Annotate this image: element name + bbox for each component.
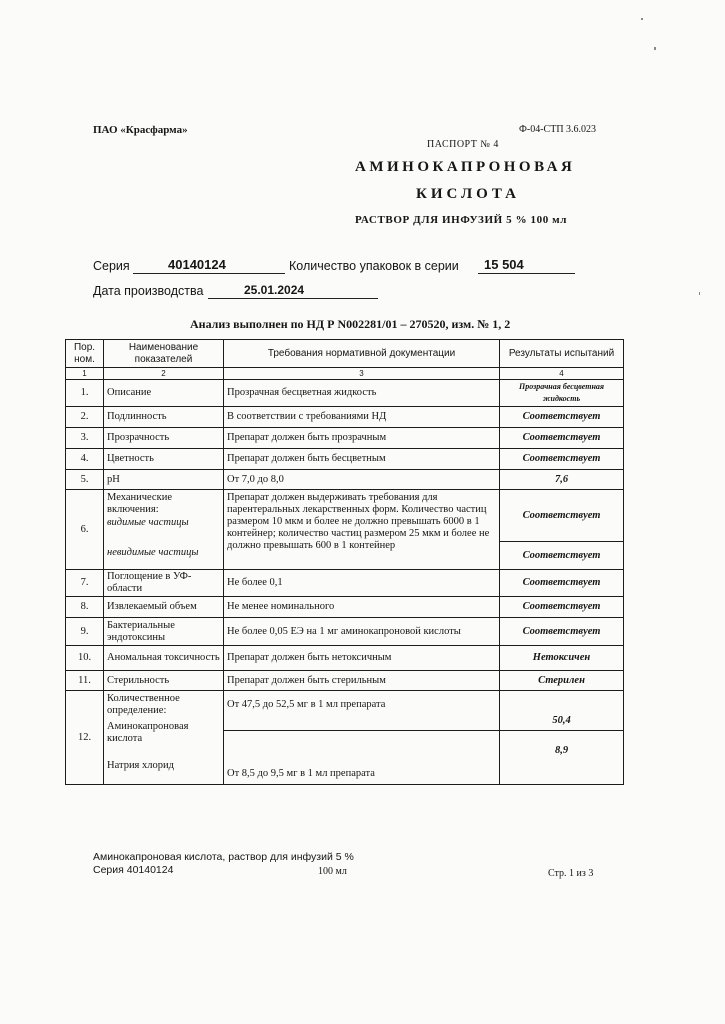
table-row [66,618,624,646]
row-req: От 7,0 до 8,0 [224,470,500,490]
row-req: Не более 0,05 ЕЭ на 1 мг аминокапроновой кислоты [224,618,500,646]
row-res: Нетоксичен [500,646,624,671]
row-res-invisible: Соответствует [500,542,624,570]
series-value: 40140124 [168,257,226,272]
row-req-nacl: От 8,5 до 9,5 мг в 1 мл препарата [224,731,500,785]
row-name: Извлекаемый объем [104,597,224,618]
row-res: Соответствует [500,407,624,428]
row-num: 11. [66,671,104,691]
row-num: 9. [66,618,104,646]
table-row [66,570,624,597]
row-name: Прозрачность [104,428,224,449]
date-underline [208,298,378,299]
scan-speck [699,292,700,295]
table-row [66,449,624,470]
row-res: Соответствует [500,597,624,618]
table-row [66,597,624,618]
row-subname-invisible: невидимые частицы [107,547,199,558]
row-num: 3. [66,428,104,449]
row-res: Соответствует [500,449,624,470]
footer-series: Серия 40140124 [93,864,174,876]
header-num: Пор. ном. [66,340,104,368]
row-name: Механические включения: [107,492,172,515]
row-subname-nacl: Натрия хлорид [107,760,174,771]
row-num: 6. [66,490,104,570]
table-row [66,490,624,542]
company-name: ПАО «Красфарма» [93,124,188,136]
date-label: Дата производства [93,284,204,298]
row-name: Подлинность [104,407,224,428]
row-req: Не более 0,1 [224,570,500,597]
row-num: 10. [66,646,104,671]
row-req: Препарат должен быть прозрачным [224,428,500,449]
row-name: Описание [104,380,224,407]
header-req: Требования нормативной документации [224,340,500,368]
table-row [66,691,624,731]
colnum-3: 3 [224,368,500,380]
row-res: Стерилен [500,671,624,691]
passport-number: ПАСПОРТ № 4 [427,139,499,150]
row-name-group [104,691,224,785]
row-res: Соответствует [500,570,624,597]
row-num: 12. [66,691,104,785]
row-name: Цветность [104,449,224,470]
row-name: Поглощение в УФ-области [104,570,224,597]
subtitle: РАСТВОР ДЛЯ ИНФУЗИЙ 5 % 100 мл [355,214,568,226]
row-req: Препарат должен быть бесцветным [224,449,500,470]
row-subname-acid: Аминокапроновая кислота [107,721,189,744]
series-underline [133,273,285,274]
colnum-2: 2 [104,368,224,380]
date-value: 25.01.2024 [244,283,305,297]
colnum-1: 1 [66,368,104,380]
row-req: В соответствии с требованиями НД [224,407,500,428]
row-num: 8. [66,597,104,618]
header-res: Результаты испытаний [500,340,624,368]
row-res: Прозрачная бесцветная жидкость [500,380,624,407]
row-res: Соответствует [500,618,624,646]
row-res: Соответствует [500,428,624,449]
row-req: Прозрачная бесцветная жидкость [224,380,500,407]
footer-page: Стр. 1 из 3 [548,868,594,879]
row-num: 4. [66,449,104,470]
row-num: 5. [66,470,104,490]
row-name: Количественное определение: [107,693,180,716]
qty-value: 15 504 [484,257,524,272]
title-line-1: АМИНОКАПРОНОВАЯ [355,159,576,175]
row-res: 7,6 [500,470,624,490]
row-res-acid: 50,4 [500,691,624,731]
table-row [66,470,624,490]
row-name: Бактериальные эндотоксины [104,618,224,646]
scan-speck [654,47,656,50]
analysis-table [65,339,624,785]
table-row [66,380,624,407]
row-num: 7. [66,570,104,597]
table-row [66,407,624,428]
row-res-visible: Соответствует [500,490,624,542]
row-req: Не менее номинального [224,597,500,618]
row-res-nacl: 8,9 [500,731,624,785]
footer-volume: 100 мл [318,866,347,877]
table-row [66,671,624,691]
title-line-2: КИСЛОТА [416,186,520,202]
row-req: Препарат должен быть нетоксичным [224,646,500,671]
table-row [66,646,624,671]
row-name-group [104,490,224,570]
table-row [66,428,624,449]
qty-underline [478,273,575,274]
row-subname-visible: видимые частицы [107,517,189,528]
row-req-acid: От 47,5 до 52,5 мг в 1 мл препарата [224,691,500,731]
form-code: Ф-04-СТП 3.6.023 [519,124,597,135]
analysis-title: Анализ выполнен по НД Р N002281/01 – 270520, изм. № 1, 2 [190,317,511,331]
row-num: 1. [66,380,104,407]
footer-product: Аминокапроновая кислота, раствор для инфузий 5 % [93,851,354,863]
row-req: Препарат должен выдерживать требования для парентеральных лекарственных форм. Количество частиц размером 10 мкм и более не должно превышать 6000 в 1 контейнер; количество частиц размером 25 мкм и более не должно превышать 600 в 1 контейнер [224,490,500,570]
row-name: Стерильность [104,671,224,691]
header-name: Наименование показателей [104,340,224,368]
row-name: pH [104,470,224,490]
row-num: 2. [66,407,104,428]
scan-speck [641,18,643,20]
series-label: Серия [93,259,130,273]
qty-label: Количество упаковок в серии [289,259,459,273]
row-req: Препарат должен быть стерильным [224,671,500,691]
colnum-4: 4 [500,368,624,380]
row-name: Аномальная токсичность [104,646,224,671]
